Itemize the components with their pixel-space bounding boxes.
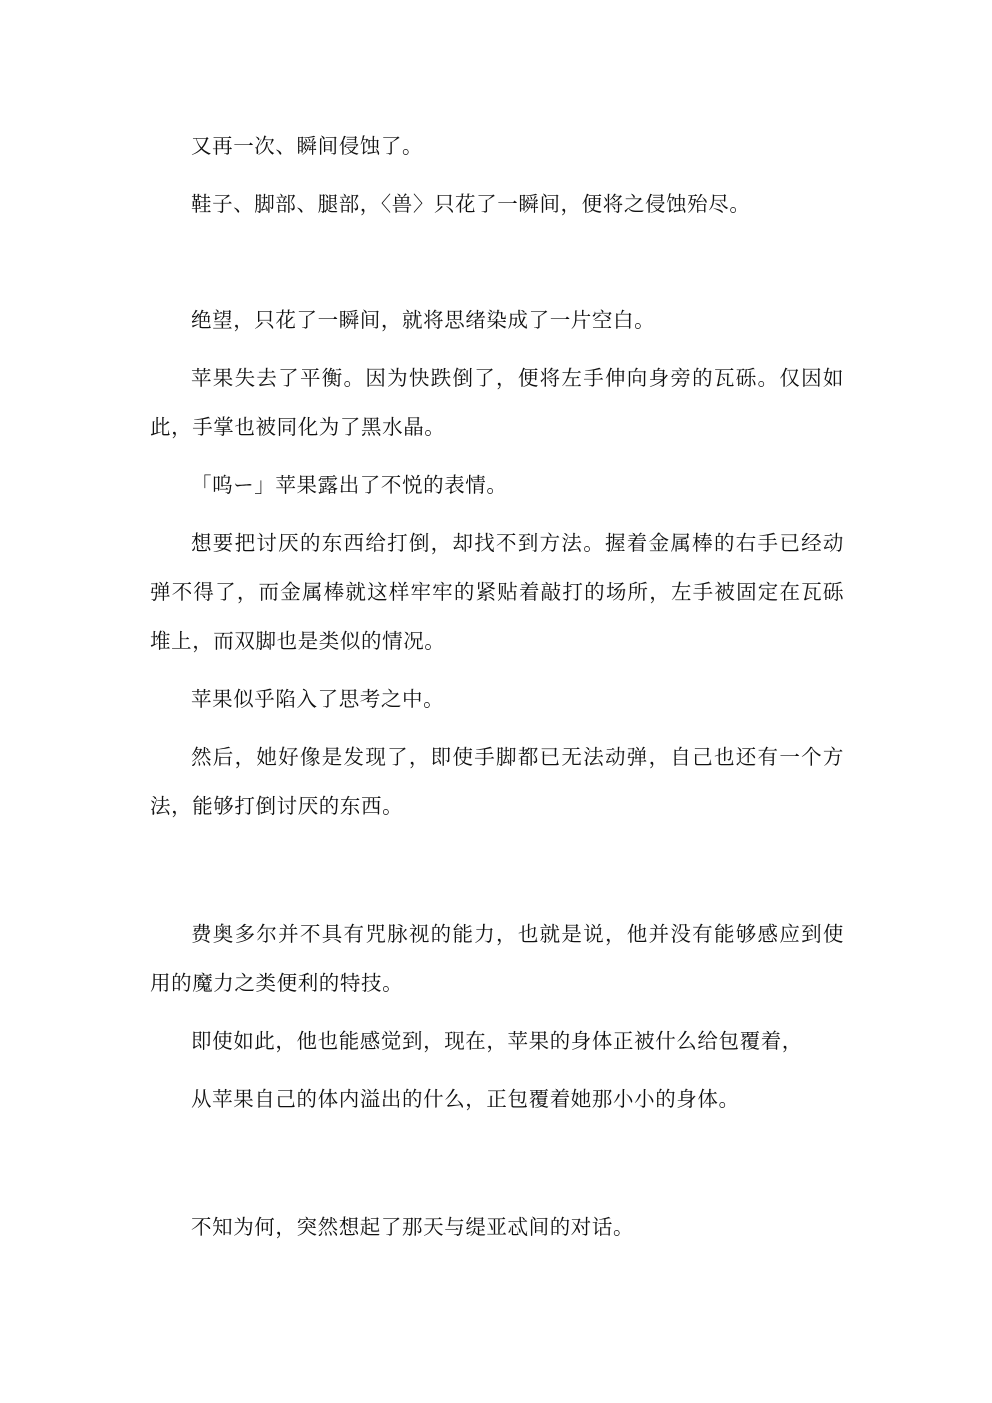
body-text [150,122,844,1261]
paragraph: 苹果失去了平衡。因为快跌倒了，便将左手伸向身旁的瓦砾。仅因如此，手掌也被同化为了黑水晶。 [150,366,844,439]
paragraph: 不知为何，突然想起了那天与缇亚忒间的对话。 [191,1215,635,1239]
section-break [150,1133,844,1203]
section-break [150,840,844,910]
paragraph: 即使如此，他也能感觉到，现在，苹果的身体正被什么给包覆着， [191,1029,803,1053]
section-break [150,238,844,296]
paragraph: 鞋子、脚部、腿部，〈兽〉只花了一瞬间，便将之侵蚀殆尽。 [191,192,751,216]
paragraph: 然后，她好像是发现了，即使手脚都已无法动弹，自己也还有一个方法，能够打倒讨厌的东西。 [150,745,844,818]
paragraph: 费奥多尔并不具有咒脉视的能力，也就是说，他并没有能够感应到使用的魔力之类便利的特技。 [150,922,844,995]
paragraph: 绝望，只花了一瞬间，就将思绪染成了一片空白。 [191,308,656,332]
paragraph: 想要把讨厌的东西给打倒，却找不到方法。握着金属棒的右手已经动弹不得了，而金属棒就这样牢牢的紧贴着敲打的场所，左手被固定在瓦砾堆上，而双脚也是类似的情况。 [150,531,844,653]
paragraph: 又再一次、瞬间侵蚀了。 [191,134,424,158]
paragraph: 「呜ー」苹果露出了不悦的表情。 [191,473,508,497]
paragraph: 从苹果自己的体内溢出的什么，正包覆着她那小小的身体。 [191,1087,740,1111]
paragraph: 苹果似乎陷入了思考之中。 [191,687,445,711]
